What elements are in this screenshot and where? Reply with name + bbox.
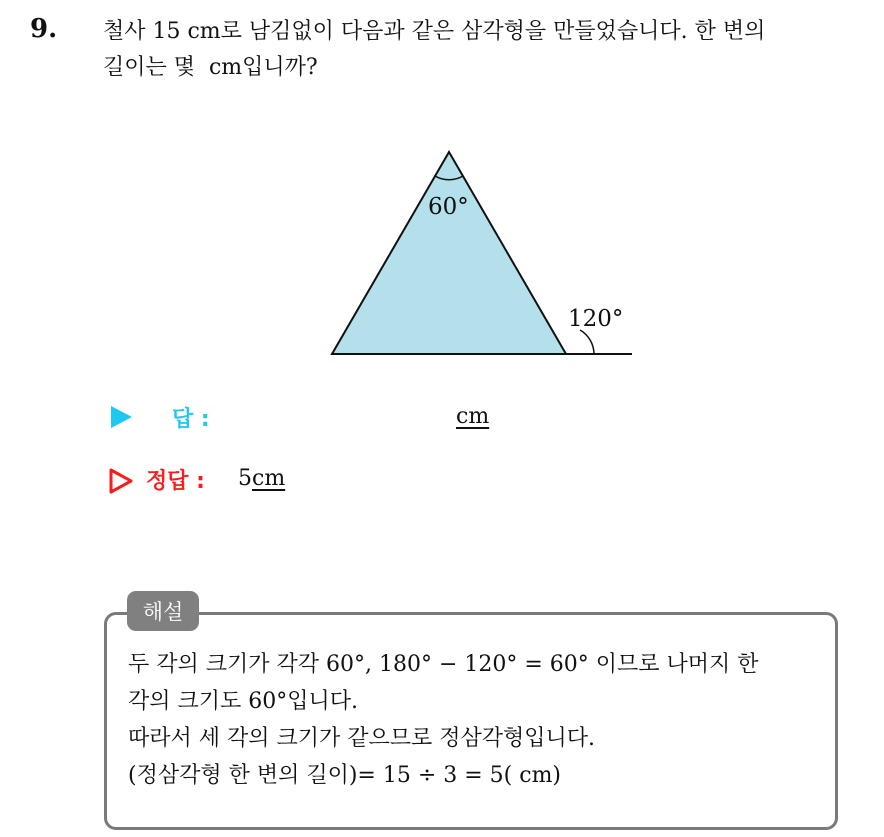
- top-angle-label: 60°: [428, 194, 469, 220]
- question-text: [103, 14, 873, 86]
- play-triangle-icon: [108, 404, 134, 430]
- solution-text: [128, 646, 838, 794]
- correct-value-number: 5: [238, 466, 252, 491]
- correct-answer-row: [108, 462, 608, 498]
- solution-line-4: (정삼각형 한 변의 길이)= 15 ÷ 3 = 5( cm): [128, 763, 562, 788]
- triangle-figure: [320, 140, 650, 370]
- exterior-angle-label: 120°: [568, 306, 624, 332]
- correct-answer-value: [238, 466, 285, 491]
- question-line-1: 철사 15 cm로 남김없이 다음과 같은 삼각형을 만들었습니다. 한 변의: [103, 19, 766, 44]
- answer-unit: cm: [456, 404, 490, 429]
- exterior-angle-arc: [580, 330, 594, 354]
- solution-tag: 해설: [127, 591, 199, 631]
- answer-row: [108, 400, 608, 436]
- outline-play-triangle-icon: [108, 468, 134, 494]
- solution-line-2: 각의 크기도 60°입니다.: [128, 689, 358, 714]
- equilateral-triangle: [332, 152, 566, 354]
- question-line-2: 길이는 몇 cm입니까?: [103, 55, 318, 80]
- correct-value-unit: cm: [252, 466, 286, 491]
- solution-line-3: 따라서 세 각의 크기가 같으므로 정삼각형입니다.: [128, 726, 596, 751]
- correct-answer-label: 정답 :: [146, 469, 205, 494]
- solution-line-1: 두 각의 크기가 각각 60°, 180° − 120° = 60° 이므로 나머지 한: [128, 652, 759, 677]
- answer-label: 답 :: [172, 407, 210, 432]
- question-number: 9.: [30, 14, 58, 44]
